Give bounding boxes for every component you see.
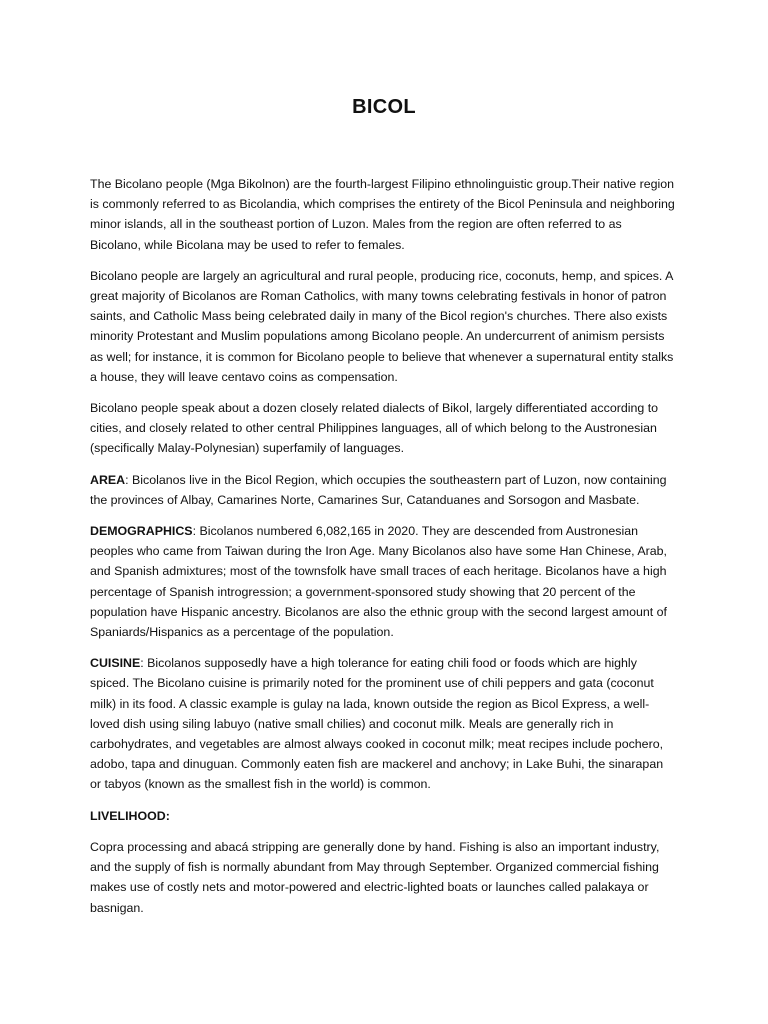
cuisine-label: CUISINE [90, 656, 141, 671]
document-body [90, 174, 676, 929]
livelihood-heading: LIVELIHOOD: [90, 808, 170, 823]
cuisine-paragraph [90, 653, 676, 794]
demographics-paragraph [90, 521, 676, 642]
cuisine-text: : Bicolanos supposedly have a high tolerance for eating chili food or foods which are highly spiced. The Bicolano cuisine is primarily noted for the prominent use of chili peppers and gata (coconut milk) in its food. A classic example is gulay na lada, known outside the region as Bicol Express, a well-loved dish using siling labuyo (native small chilies) and coconut milk. Meals are generally rich in carbohydrates, and vegetables are almost always cooked in coconut milk; meat recipes include pochero, adobo, tapa and dinuguan. Commonly eaten fish are mackerel and anchovy; in Lake Buhi, the sinarapan or tabyos (known as the smallest fish in the world) is common. [90, 656, 664, 792]
religion-paragraph: Bicolano people are largely an agricultural and rural people, producing rice, coconuts, hemp, and spices. A great majority of Bicolanos are Roman Catholics, with many towns celebrating festivals in honor of patron saints, and Catholic Mass being celebrated daily in many of the Bicol region's churches. There also exists minority Protestant and Muslim populations among Bicolano people. An undercurrent of animism persists as well; for instance, it is common for Bicolano people to believe that whenever a supernatural entity stalks a house, they will leave centavo coins as compensation. [90, 268, 674, 384]
area-paragraph [90, 470, 676, 510]
page-title: BICOL [352, 96, 416, 118]
livelihood-paragraph: Copra processing and abacá stripping are generally done by hand. Fishing is also an important industry, and the supply of fish is normally abundant from May through September. Organized commercial fishing makes use of costly nets and motor-powered and electric-lighted boats or launches called palakaya or basnigan. [90, 839, 660, 915]
area-text: : Bicolanos live in the Bicol Region, which occupies the southeastern part of Luzon, now containing the provinces of Albay, Camarines Norte, Camarines Sur, Catanduanes and Sorsogon and Masbate. [90, 472, 667, 507]
area-label: AREA [90, 472, 126, 487]
demographics-label: DEMOGRAPHICS [90, 524, 193, 539]
intro-paragraph: The Bicolano people (Mga Bikolnon) are the fourth-largest Filipino ethnolinguistic group.Their native region is commonly referred to as Bicolandia, which comprises the entirety of the Bicol Peninsula and neighboring minor islands, all in the southeast portion of Luzon. Males from the region are often referred to as Bicolano, while Bicolana may be used to refer to females. [90, 177, 675, 252]
demographics-text: : Bicolanos numbered 6,082,165 in 2020. They are descended from Austronesian peoples who came from Taiwan during the Iron Age. Many Bicolanos also have some Han Chinese, Arab, and Spanish admixtures; most of the townsfolk have small traces of each heritage. Bicolanos have a high percentage of Spanish introgression; a government-sponsored study showing that 20 percent of the population have Hispanic ancestry. Bicolanos are also the ethnic group with the second largest amount of Spaniards/Hispanics as a percentage of the population. [90, 524, 667, 640]
language-paragraph: Bicolano people speak about a dozen closely related dialects of Bikol, largely differentiated according to cities, and closely related to other central Philippines languages, all of which belong to the Austronesian (specifically Malay-Polynesian) superfamily of languages. [90, 401, 659, 456]
